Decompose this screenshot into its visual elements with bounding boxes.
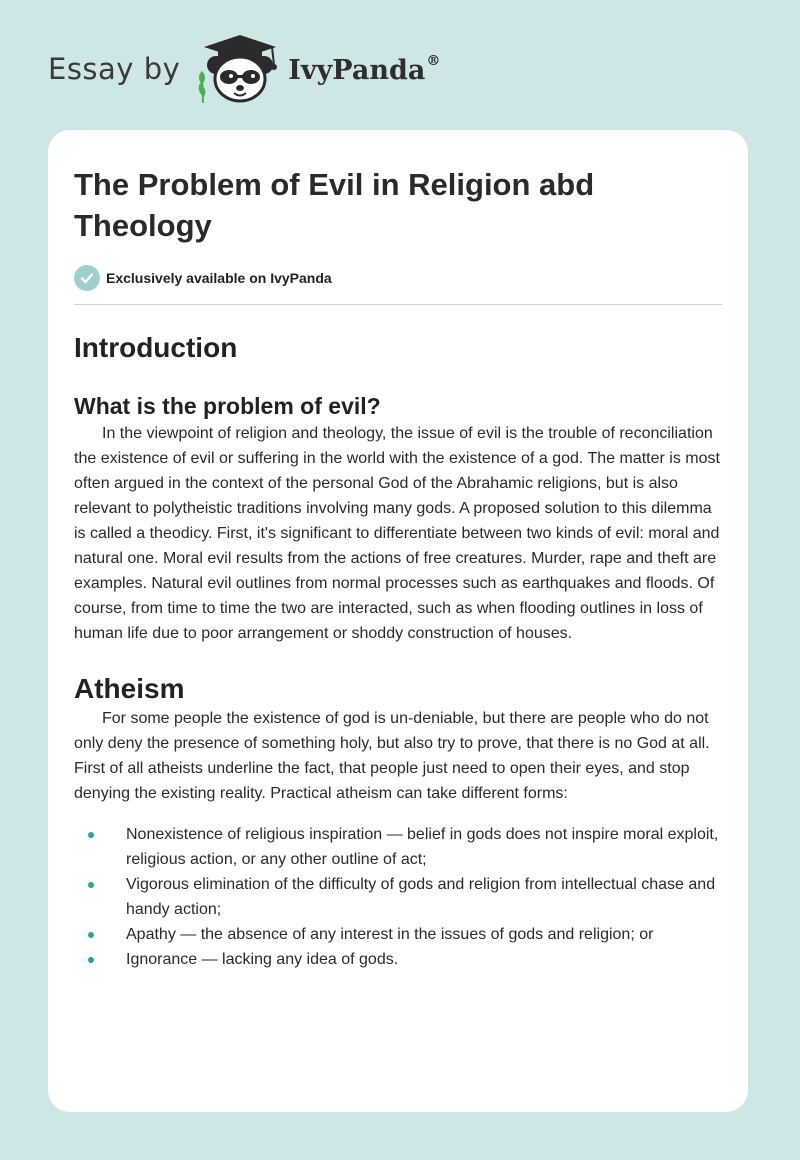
essay-card — [48, 130, 748, 1112]
exclusive-badge — [74, 265, 722, 291]
bullet-dot-icon — [88, 882, 94, 888]
exclusive-label: Exclusively available on IvyPanda — [106, 270, 332, 286]
list-item-text: Nonexistence of religious inspiration — belief in gods does not inspire moral exploit, religious action, or any other outline of act; — [126, 826, 719, 868]
bullet-dot-icon — [88, 957, 94, 963]
essay-by-label: Essay by — [48, 52, 181, 86]
list-item-text: Vigorous elimination of the difficulty of gods and religion from intellectual chase and handy action; — [126, 876, 716, 918]
check-circle-icon — [74, 265, 100, 291]
introduction-paragraph: In the viewpoint of religion and theology, the issue of evil is the trouble of reconciliation the existence of evil or suffering in the world with the existence of a god. The matter is most often argued in the context of the personal God of the Abrahamic religions, but is also relevant to polytheistic traditions involving many gods. A proposed solution to this dilemma is called a theodicy. First, it's significant to differentiate between two kinds of evil: moral and natural one. Moral evil results from the actions of free creatures. Murder, rape and theft are examples. Natural evil outlines from normal processes such as earthquakes and floods. Of course, from time to time the two are interacted, such as when flooding outlines in loss of human life due to poor arrangement or shoddy construction of houses. — [74, 425, 720, 642]
site-header-logo[interactable] — [48, 36, 440, 106]
divider — [74, 304, 722, 305]
page-title: The Problem of Evil in Religion abd Theology — [74, 167, 595, 243]
list-item — [74, 822, 722, 872]
panda-graduation-cap-icon — [194, 33, 286, 105]
bullet-dot-icon — [88, 932, 94, 938]
atheism-forms-list — [74, 822, 722, 972]
section-heading-introduction: Introduction — [74, 332, 238, 363]
list-item-text: Apathy — the absence of any interest in the issues of gods and religion; or — [126, 926, 654, 943]
section-heading-atheism: Atheism — [74, 673, 185, 704]
atheism-paragraph: For some people the existence of god is un-deniable, but there are people who do not only deny the presence of something holy, but also try to prove, that there is no God at all. First of all atheists underline the fact, that people just need to open their eyes, and stop denying the existing reality. Practical atheism can take different forms: — [74, 710, 710, 802]
list-item-text: Ignorance — lacking any idea of gods. — [126, 951, 399, 968]
subheading-problem-of-evil: What is the problem of evil? — [74, 393, 381, 419]
brand-name — [288, 52, 441, 86]
brand-name-text: IvyPanda — [288, 54, 426, 86]
list-item — [74, 872, 722, 922]
registered-mark: ® — [426, 52, 441, 69]
list-item — [74, 947, 722, 972]
bullet-dot-icon — [88, 832, 94, 838]
list-item — [74, 922, 722, 947]
